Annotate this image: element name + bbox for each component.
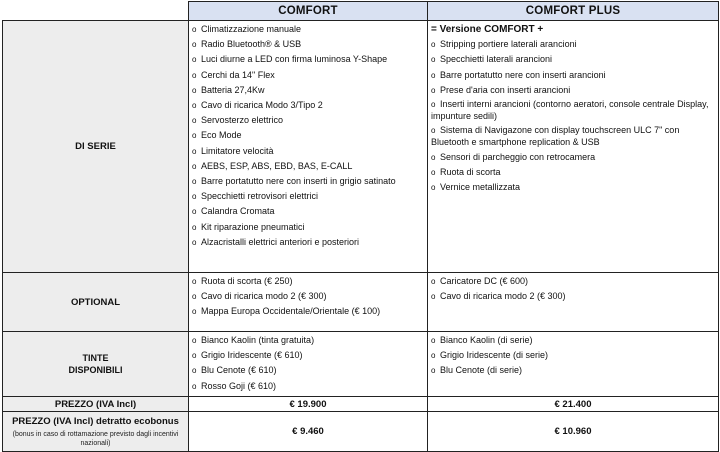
list-item-text: Calandra Cromata (201, 206, 275, 217)
list-item (192, 37, 425, 52)
list-item (192, 235, 425, 250)
list-item (192, 304, 425, 319)
label-prezzo-ecobonus-text: PREZZO (IVA Incl) detratto ecobonus (12, 415, 179, 427)
bullet-icon: o (431, 153, 436, 163)
list-item-text: Specchietti retrovisori elettrici (201, 191, 319, 202)
row-tinte (3, 332, 719, 397)
tinte-comfort-list (189, 332, 427, 396)
list-item (431, 83, 716, 98)
prezzo-comfort-plus: € 21.400 (428, 397, 719, 412)
list-item (192, 159, 425, 174)
list-item-text: Prese d'aria con inserti arancioni (440, 84, 571, 95)
prezzo-comfort: € 19.900 (189, 397, 428, 412)
bullet-icon: o (192, 40, 197, 50)
ecobonus-note: (bonus in caso di rottamazione previsto dagli incentivi nazionali) (12, 430, 179, 447)
bullet-icon: o (431, 351, 436, 361)
list-item (192, 220, 425, 235)
list-item (431, 150, 716, 165)
optional-comfort-list (189, 273, 427, 322)
bullet-icon: o (192, 161, 197, 171)
list-item-text: Ruota di scorta (440, 167, 501, 178)
list-item (431, 52, 716, 67)
bullet-icon: o (431, 55, 436, 65)
di-serie-comfort-list (189, 21, 427, 252)
list-item-text: Alzacristalli elettrici anteriori e posteriori (201, 236, 360, 247)
header-blank-cell (3, 2, 189, 21)
list-item-text: Bianco Kaolin (di serie) (440, 335, 533, 345)
list-item (192, 83, 425, 98)
list-item (431, 165, 716, 180)
prezzo-eco-comfort-plus: € 10.960 (428, 412, 719, 452)
row-di-serie (3, 21, 719, 273)
list-item (431, 274, 716, 289)
list-item-text: Cerchi da 14" Flex (201, 69, 275, 80)
bullet-icon: o (192, 336, 197, 345)
prezzo-eco-comfort: € 9.460 (189, 412, 428, 452)
list-item (431, 363, 716, 378)
tinte-comfort-plus-list (428, 332, 718, 381)
label-optional: OPTIONAL (3, 273, 189, 332)
list-item-text: Grigio Iridescente (di serie) (440, 350, 549, 361)
bullet-icon: o (431, 183, 436, 193)
bullet-icon: o (192, 277, 197, 286)
bullet-icon: o (192, 101, 197, 111)
list-item (192, 98, 425, 113)
list-item (192, 204, 425, 219)
bullet-icon: o (431, 292, 436, 302)
list-item (431, 180, 716, 195)
spec-comparison-table (2, 1, 719, 452)
list-item (192, 289, 425, 304)
list-item (431, 124, 716, 150)
bullet-icon: o (192, 192, 197, 202)
bullet-icon: o (192, 381, 197, 391)
bullet-icon: o (192, 146, 197, 156)
bullet-icon: o (431, 100, 436, 110)
list-item-text: Blu Cenote (€ 610) (201, 365, 277, 376)
list-item-text: Bianco Kaolin (tinta gratuita) (201, 335, 315, 345)
list-item (192, 144, 425, 159)
bullet-icon: o (192, 85, 197, 95)
optional-comfort-plus-cell (428, 273, 719, 332)
list-item (192, 113, 425, 128)
list-item (431, 37, 716, 52)
bullet-icon: o (431, 366, 436, 376)
optional-comfort-plus-list (428, 273, 718, 306)
list-item-text: Cavo di ricarica modo 2 (€ 300) (440, 291, 566, 302)
list-item (192, 379, 425, 394)
list-item (192, 22, 425, 37)
list-item-text: Blu Cenote (di serie) (440, 365, 523, 376)
label-tinte-line2: DISPONIBILI (68, 365, 123, 375)
list-item-text: Mappa Europa Occidentale/Orientale (€ 100) (201, 306, 381, 317)
list-item (192, 128, 425, 143)
list-item-text: AEBS, ESP, ABS, EBD, BAS, E-CALL (201, 160, 353, 171)
list-item (431, 68, 716, 83)
list-item-text: Radio Bluetooth® & USB (201, 39, 302, 50)
list-item-text: Limitatore velocità (201, 145, 274, 156)
tinte-comfort-plus-cell (428, 332, 719, 397)
header-comfort: COMFORT (189, 2, 428, 21)
list-item-text: Sensori di parcheggio con retrocamera (440, 152, 596, 163)
list-item (192, 189, 425, 204)
header-row (3, 2, 719, 21)
label-tinte (3, 332, 189, 397)
list-item-text: Cavo di ricarica Modo 3/Tipo 2 (201, 100, 323, 111)
bullet-icon: o (431, 336, 436, 345)
list-item-text: Barre portatutto nere con inserti arancioni (440, 69, 606, 80)
list-item-text: Eco Mode (201, 130, 242, 141)
row-prezzo-ecobonus (3, 412, 719, 452)
list-item-text: Servosterzo elettrico (201, 115, 284, 126)
list-item-text: Rosso Goji (€ 610) (201, 380, 277, 391)
list-item (431, 348, 716, 363)
bullet-icon: o (431, 40, 436, 50)
label-tinte-line1: TINTE (82, 353, 109, 363)
bullet-icon: o (192, 70, 197, 80)
label-prezzo-ecobonus (3, 412, 189, 452)
label-prezzo: PREZZO (IVA Incl) (3, 397, 189, 412)
list-item-text: Ruota di scorta (€ 250) (201, 276, 293, 286)
bullet-icon: o (192, 116, 197, 126)
bullet-icon: o (192, 307, 197, 317)
bullet-icon: o (431, 70, 436, 80)
list-item (192, 174, 425, 189)
list-item-text: Caricatore DC (€ 600) (440, 276, 529, 286)
list-item-text: Inserti interni arancioni (contorno aeratori, console centrale Display, impunture sedili) (431, 99, 709, 121)
list-item (192, 348, 425, 363)
list-item (431, 289, 716, 304)
list-item-text: Barre portatutto nere con inserti in grigio satinato (201, 176, 396, 187)
list-item (192, 52, 425, 67)
list-item (192, 274, 425, 289)
bullet-icon: o (192, 222, 197, 232)
bullet-icon: o (192, 177, 197, 187)
bullet-icon: o (431, 277, 436, 286)
list-item-text: Grigio Iridescente (€ 610) (201, 350, 303, 361)
row-optional (3, 273, 719, 332)
list-item-text: Sistema di Navigazone con display touchscreen ULC 7" con Bluetooth e smartphone replication & USB (431, 125, 680, 147)
bullet-icon: o (192, 25, 197, 34)
bullet-icon: o (192, 292, 197, 302)
list-item-text: Kit riparazione pneumatici (201, 221, 305, 232)
comfort-plus-head: = Versione COMFORT + (431, 24, 544, 35)
list-item (192, 68, 425, 83)
di-serie-comfort-plus-cell (428, 21, 719, 273)
list-item (192, 333, 425, 348)
bullet-icon: o (192, 366, 197, 376)
bullet-icon: o (431, 126, 436, 136)
list-item (192, 363, 425, 378)
list-item-text: Batteria 27,4Kw (201, 84, 265, 95)
list-item-text: Climatizzazione manuale (201, 24, 302, 34)
header-comfort-plus: COMFORT PLUS (428, 2, 719, 21)
list-item-text: Stripping portiere laterali arancioni (440, 39, 577, 50)
bullet-icon: o (192, 131, 197, 141)
optional-comfort-cell (189, 273, 428, 332)
bullet-icon: o (192, 207, 197, 217)
list-item (431, 333, 716, 348)
bullet-icon: o (192, 55, 197, 65)
bullet-icon: o (431, 85, 436, 95)
row-prezzo (3, 397, 719, 412)
list-item-text: Vernice metallizzata (440, 182, 521, 193)
di-serie-comfort-cell (189, 21, 428, 273)
bullet-icon: o (431, 168, 436, 178)
di-serie-comfort-plus-list (428, 21, 718, 198)
list-item-text: Cavo di ricarica modo 2 (€ 300) (201, 291, 327, 302)
bullet-icon: o (192, 351, 197, 361)
list-item (431, 98, 716, 124)
list-item-text: Luci diurne a LED con firma luminosa Y-Shape (201, 54, 388, 65)
list-item-text: Specchietti laterali arancioni (440, 54, 553, 65)
tinte-comfort-cell (189, 332, 428, 397)
label-di-serie: DI SERIE (3, 21, 189, 273)
bullet-icon: o (192, 237, 197, 247)
